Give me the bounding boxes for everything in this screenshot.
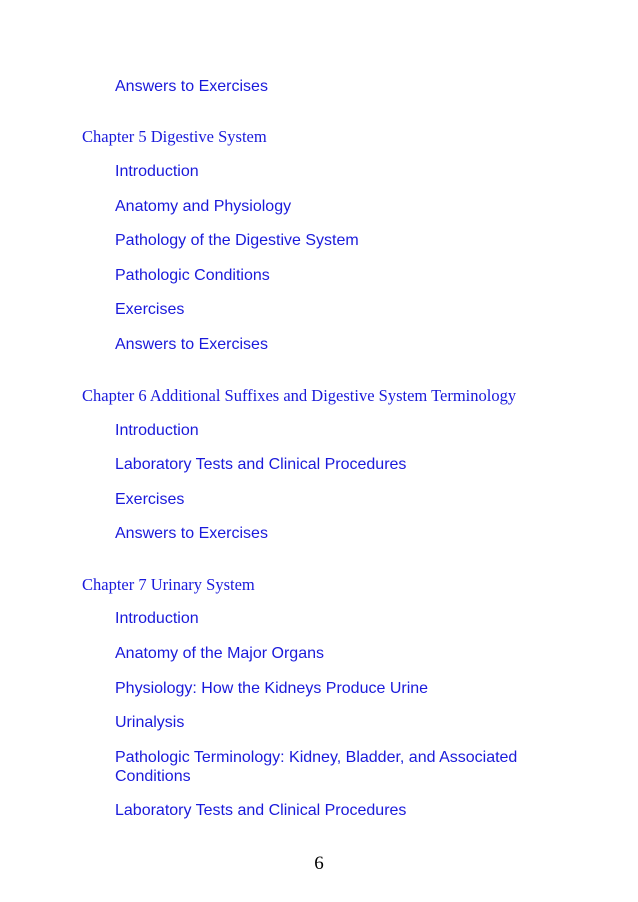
toc-link-ch7-introduction[interactable]: Introduction <box>115 610 199 627</box>
toc-chapter-5-heading[interactable]: Chapter 5 Digestive System <box>82 127 267 146</box>
toc-link-ch5-pathologic-conditions[interactable]: Pathologic Conditions <box>115 267 270 284</box>
toc-link-ch7-lab-tests[interactable]: Laboratory Tests and Clinical Procedures <box>115 802 407 819</box>
toc-chapter-7-heading[interactable]: Chapter 7 Urinary System <box>82 575 255 594</box>
toc-link-ch5-pathology[interactable]: Pathology of the Digestive System <box>115 232 359 249</box>
toc-link-ch7-pathologic-terminology[interactable]: Pathologic Terminology: Kidney, Bladder, and Associated Conditions <box>115 749 518 785</box>
toc-link-ch6-introduction[interactable]: Introduction <box>115 422 199 439</box>
toc-link-ch5-introduction[interactable]: Introduction <box>115 163 199 180</box>
toc-link-ch6-lab-tests[interactable]: Laboratory Tests and Clinical Procedures <box>115 456 407 473</box>
toc-link-ch5-exercises[interactable]: Exercises <box>115 301 185 318</box>
toc-link-ch7-urinalysis[interactable]: Urinalysis <box>115 714 185 731</box>
toc-link-ch7-physiology[interactable]: Physiology: How the Kidneys Produce Urine <box>115 680 429 697</box>
toc-link-ch6-exercises[interactable]: Exercises <box>115 491 185 508</box>
toc-link-ch5-answers[interactable]: Answers to Exercises <box>115 336 268 353</box>
toc-link-ch5-anatomy-physiology[interactable]: Anatomy and Physiology <box>115 198 292 215</box>
toc-link-ch6-answers[interactable]: Answers to Exercises <box>115 525 268 542</box>
toc-chapter-6-heading[interactable]: Chapter 6 Additional Suffixes and Digestive System Terminology <box>82 386 517 405</box>
page-number: 6 <box>314 853 324 874</box>
toc-link-ch7-anatomy-organs[interactable]: Anatomy of the Major Organs <box>115 645 324 662</box>
toc-link-answers-to-exercises[interactable]: Answers to Exercises <box>115 78 268 95</box>
